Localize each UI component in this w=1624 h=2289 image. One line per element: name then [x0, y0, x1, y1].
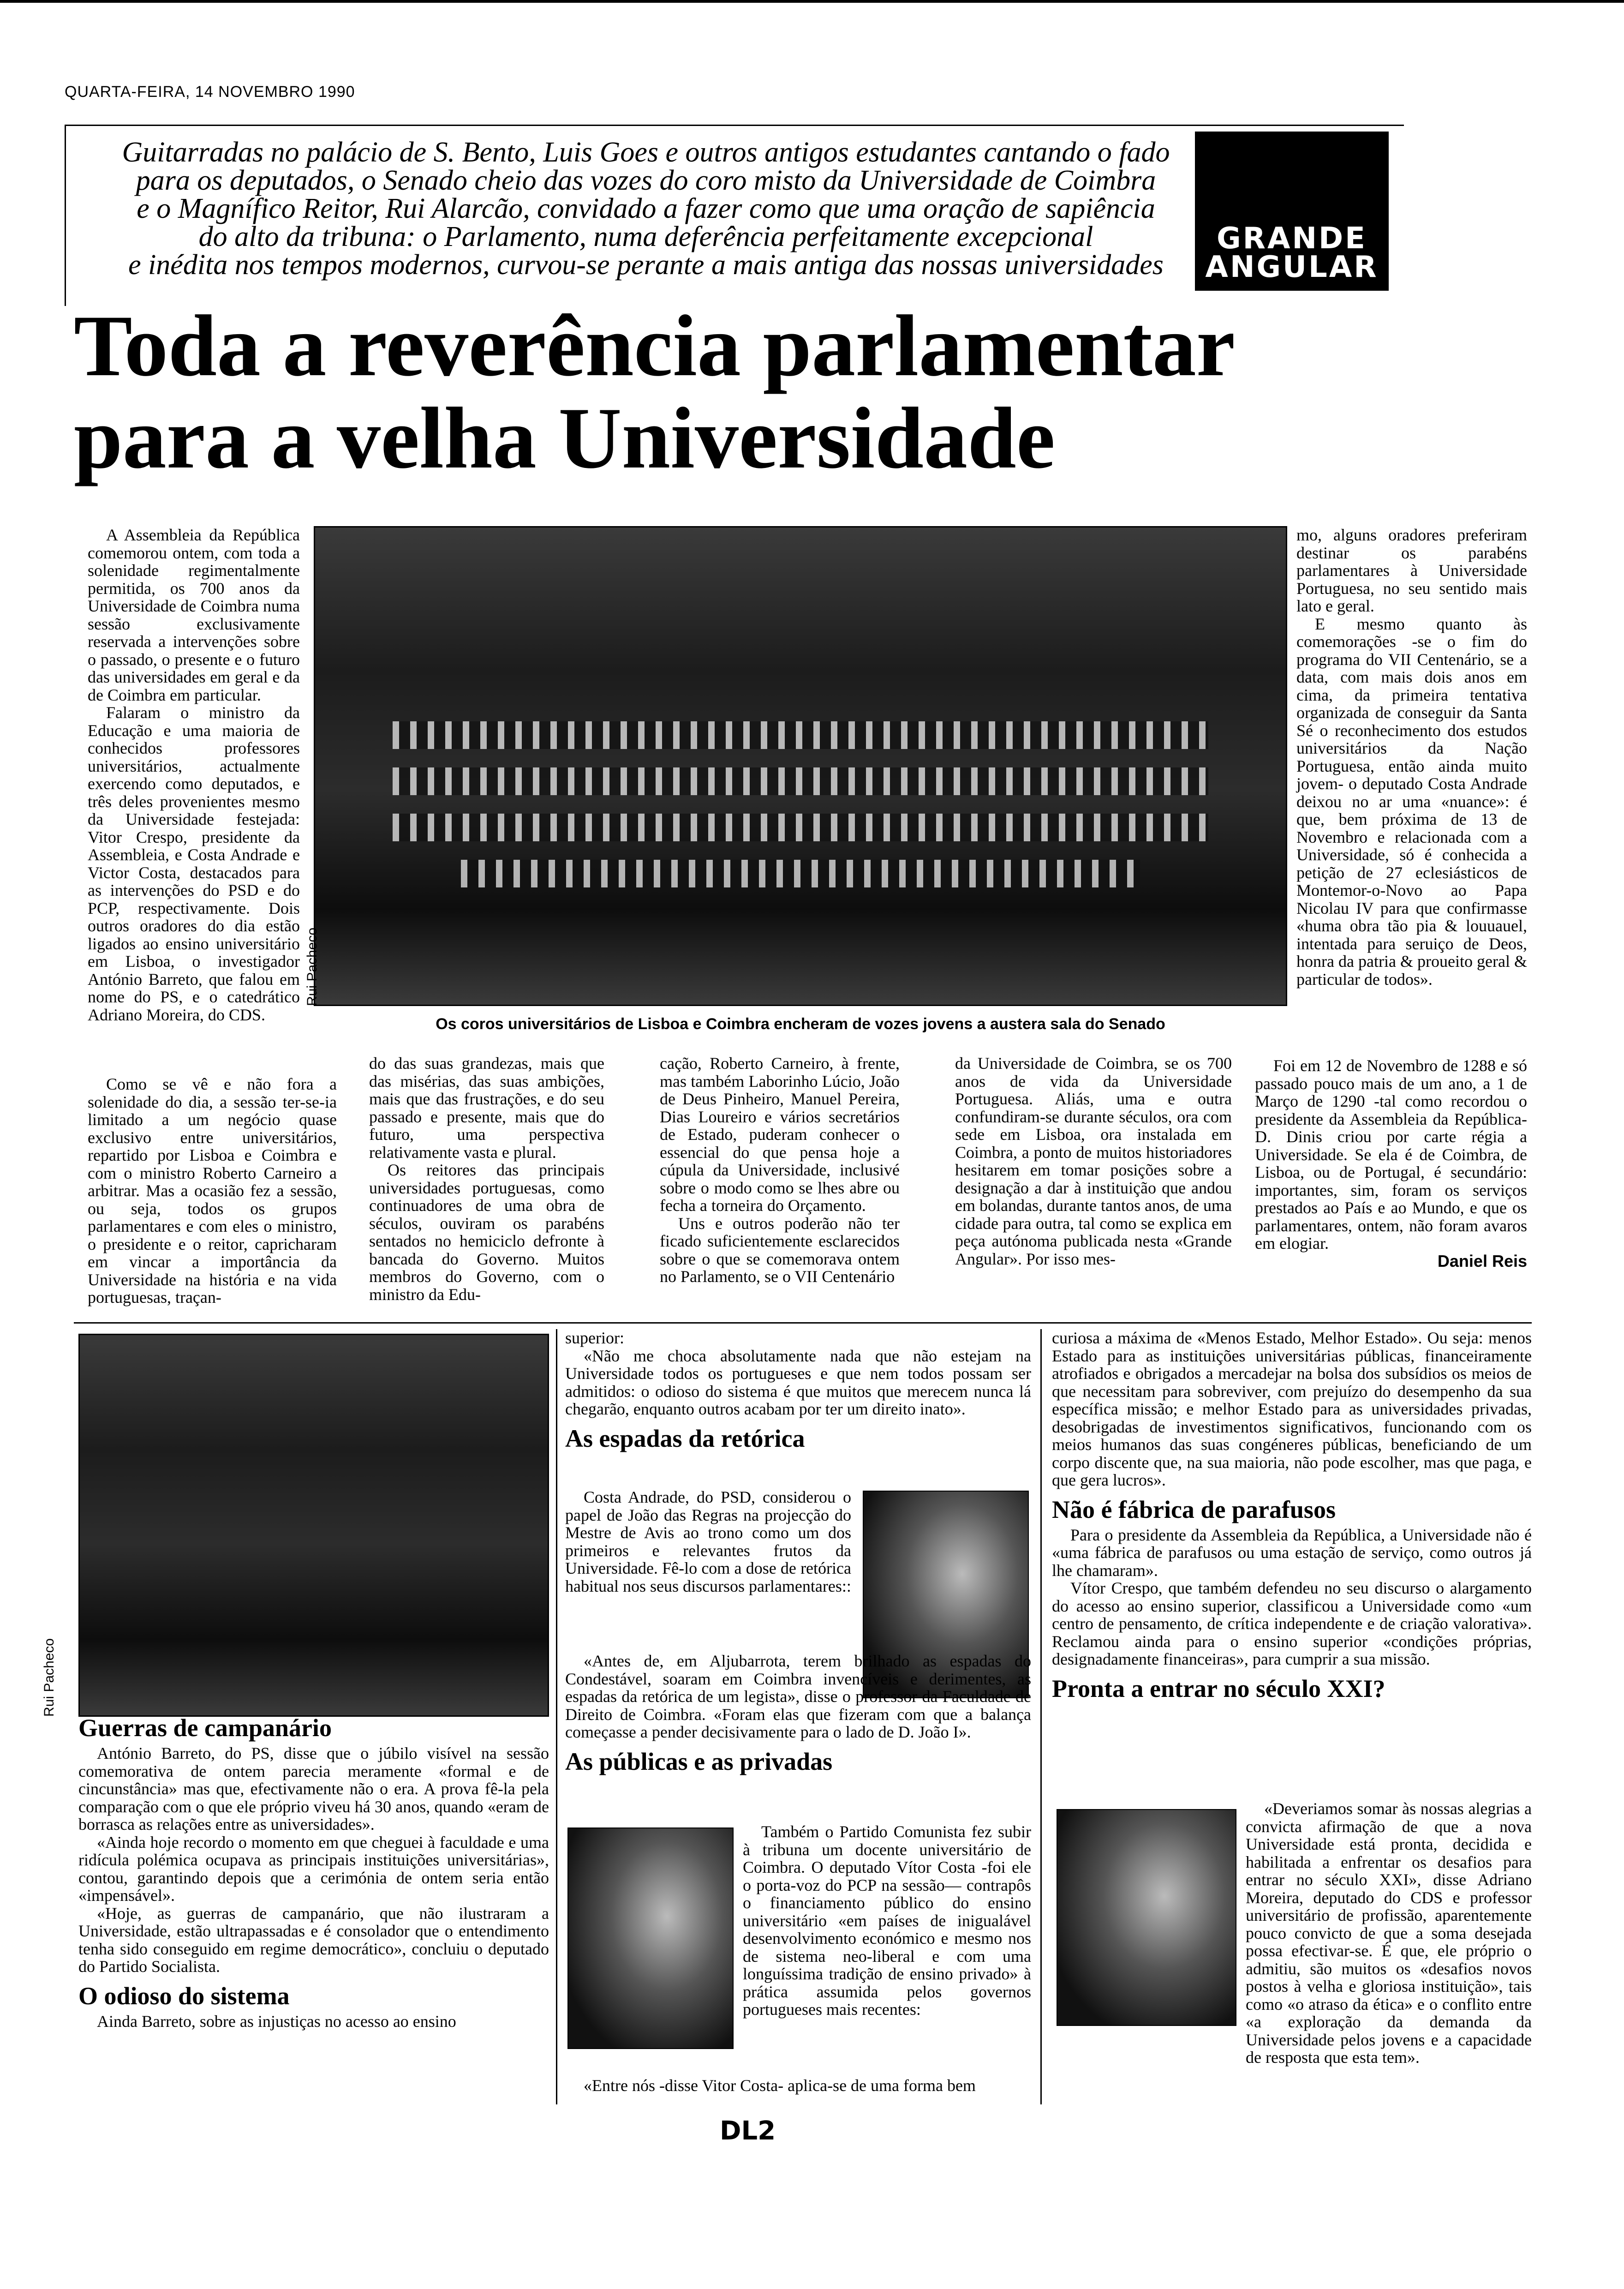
- kicker-line: para os deputados, o Senado cheio das vozes do coro misto da Universidade de Coimbra: [136, 165, 1156, 196]
- paragraph: António Barreto, do PS, disse que o júbilo visível na sessão comemorativa de ontem parecia meramente «formal e de cincunstância» mas que, efectivamente não o era. A prova fê-la pela comparação com o que ele próprio viveu há 30 anos, quando «eram de borrasca as relações entre as universidades».: [78, 1744, 549, 1834]
- sidebar-publicas-cont: [565, 2077, 1031, 2095]
- portrait-thumbnail: [1057, 1809, 1236, 2026]
- paragraph: E mesmo quanto às comemorações -se o fim do programa do VII Centenário, se a data, com mais dois anos em cima, da primeira tentativa organizada de conseguir da Santa Sé o reconhecimento dos estudos universitários da Nação Portuguesa, então ainda muito jovem- o deputado Costa Andrade deixou no ar uma «nuance»: é que, bem próxima de 13 de Novembro e relacionada com a Universidade, só é conhecida a petição de 27 eclesiásticos de Montemor-o-Novo ao Papa Nicolau IV para que confirmasse «huma obra tão pia & louuauel, intentada para seruiço de Deos, honra da patria & proueito geral & particular de todos».: [1296, 614, 1527, 989]
- kicker-line: e o Magnífico Reitor, Rui Alarcão, convidado a fazer como que uma oração de sapiência: [137, 193, 1155, 224]
- paragraph: «Hoje, as guerras de campanário, que não ilustraram a Universidade, estão ultrapassadas e é consolador que o entendimento tenha sido conseguido em regime democrático», concluiu o deputado do Partido Socialista.: [78, 1904, 549, 1976]
- article-column-4: [955, 1055, 1232, 1268]
- photo-detail: [393, 721, 1208, 749]
- paragraph: da Universidade de Coimbra, se os 700 anos de vida da Universidade Portuguesa. Aliás, uma e outra confundiram-se durante séculos, ora com sede em Lisboa, ora instalada em Coimbra, a ponto de muitos historiadores hesitarem em tomar posições sobre a designação a dar à instituição que andou em bolandas, durante tantos anos, de uma cidade para outra, tal como se explica em peça autónoma publicada nesta «Grande Angular». Por isso mes-: [955, 1054, 1232, 1268]
- article-column-2: [369, 1055, 604, 1303]
- article-column-1: [88, 526, 300, 1024]
- sidebar-pronta: [1246, 1800, 1532, 2067]
- section-badge-line2: ANGULAR: [1205, 250, 1379, 284]
- paragraph: Os reitores das principais universidades portuguesas, como continuadores de uma obra de séculos, ouviram os parabéns sentados no hemiciclo defronte à bancada do Governo. Muitos membros do Governo, com o ministro da Edu-: [369, 1161, 604, 1304]
- paragraph: «Não me choca absolutamente nada que não estejam na Universidade todos os portugueses e que nem todos possam ser admitidos: o odioso do sistema é que muitos que merecem nunca lá chegarão, enquanto outros acabam por ter um direito inato».: [565, 1346, 1031, 1418]
- photo-detail: [461, 860, 1140, 887]
- paragraph: Como se vê e não fora a solenidade do dia, a sessão ter-se-ia limitado a um negócio quase exclusivo entre universitários, repartido por Lisboa e Coimbra e com o ministro Roberto Carneiro a arbitrar. Mas a ocasião fez a sessão, ou seja, todos os grupos parlamentares e com eles o ministro, o presidente e o reitor, capricharam em vincar a importância da Universidade na história e na vida portuguesas, traçan-: [88, 1075, 337, 1306]
- paragraph: Também o Partido Comunista fez subir à tribuna um docente universitário de Coimbra. O deputado Vítor Costa -foi ele o porta-voz do PCP na sessão— contrapôs o financiamento público do ensino universitário «em países de inigualável desenvolvimento económico e mesmo nos de sistema neo-liberal e com uma longuíssima tradição de ensino privado» à prática assumida pelos governos portugueses mais recentes:: [743, 1822, 1031, 2019]
- photo-credit: Rui Pacheco: [304, 927, 320, 1006]
- author-byline: Daniel Reis: [1437, 1251, 1527, 1270]
- article-column-1-bottom: [88, 1075, 337, 1306]
- top-rule: [0, 0, 1624, 3]
- subhead: Guerras de campanário: [78, 1714, 332, 1742]
- subhead: Não é fábrica de parafusos: [1052, 1495, 1336, 1523]
- column-rule: [556, 1329, 557, 2104]
- paragraph: «Ainda hoje recordo o momento em que cheguei à faculdade e uma ridícula polémica ocupava as principais instituições universitárias», contou, garantindo depois que a cerimónia de ontem seria então «impensável».: [78, 1833, 549, 1905]
- kicker-line: e inédita nos tempos modernos, curvou-se perante a mais antiga das nossas universidades: [128, 249, 1164, 281]
- sidebar-guerras: [78, 1708, 549, 2030]
- photo-credit: Rui Pacheco: [42, 1638, 57, 1717]
- paragraph: Foi em 12 de Novembro de 1288 e só passado pouco mais de um ano, a 1 de Março de 1290 -tal como recordou o presidente da Assembleia da República- D. Dinis criou por carte régia a Universidade. Se ela é de Coimbra, de Lisboa, ou de Portugal, é secundário: importantes, sim, foram os serviços prestados ao País e ao Mundo, e que os parlamentares, ontem, não foram avaros em elogiar.: [1255, 1056, 1527, 1252]
- portrait-photo: [78, 1334, 549, 1717]
- sidebar-right: [1052, 1329, 1532, 1705]
- paragraph: «Antes de, em Aljubarrota, terem brilhado as espadas do Condestável, soaram em Coimbra invencíveis e derimentes, as espadas da retórica de um legista», disse o professor da Faculdade de Direito de Coimbra. «Foram elas que fizeram com que a balança começasse a pender decisivamente para o lado de D. João I».: [565, 1652, 1031, 1741]
- subhead: O odioso do sistema: [78, 1982, 290, 2010]
- section-badge-line1: GRANDE: [1217, 222, 1367, 256]
- paragraph: Falaram o ministro da Educação e uma maioria de conhecidos professores universitários, actualmente exercendo como deputados, e três deles provenientes mesmo da Universidade festejada: Vitor Crespo, presidente da Assembleia, e Costa Andrade e Victor Costa, destacados para as intervenções do PSD e do PCP, respectivamente. Dois outros oradores do dia estão ligados ao ensino universitário em Lisboa, o investigador António Barreto, que falou em nome do PS, e o catedrático Adriano Moreira, do CDS.: [88, 703, 300, 1024]
- subhead: As espadas da retórica: [565, 1424, 805, 1452]
- portrait-thumbnail: [567, 1828, 734, 2049]
- photo-detail: [393, 767, 1208, 795]
- page-footer-mark: DL2: [720, 2116, 776, 2146]
- paragraph: do das suas grandezas, mais que das misérias, das suas ambições, mais que das frustrações, e do seu passado e presente, mais que do futuro, uma perspectiva relativamente vasta e plural.: [369, 1054, 604, 1162]
- paragraph: «Entre nós -disse Vitor Costa- aplica-se de uma forma bem: [584, 2076, 976, 2095]
- article-column-5: [1296, 526, 1527, 988]
- paragraph: superior:: [565, 1329, 624, 1347]
- kicker-line: Guitarradas no palácio de S. Bento, Luis Goes e outros antigos estudantes cantando o fado: [122, 137, 1170, 168]
- column-rule: [1040, 1329, 1042, 2104]
- main-photo: [314, 526, 1287, 1006]
- headline-line1: Toda a reverência parlamentar: [74, 298, 1236, 395]
- sidebar-middle: [565, 1329, 1031, 1455]
- sidebar-espadas: [565, 1488, 851, 1595]
- section-divider: [74, 1322, 1532, 1324]
- paragraph: Uns e outros poderão não ter ficado suficientemente esclarecidos sobre o que se comemorava ontem no Parlamento, se o VII Centenário: [660, 1214, 900, 1286]
- paragraph: mo, alguns oradores preferiram destinar os parabéns parlamentares à Universidade Portuguesa, no seu sentido mais lato e geral.: [1296, 526, 1527, 615]
- kicker: [88, 138, 1204, 279]
- article-column-3: [660, 1055, 900, 1286]
- paragraph: Ainda Barreto, sobre as injustiças no acesso ao ensino: [97, 2012, 456, 2031]
- photo-detail: [393, 814, 1208, 841]
- paragraph: cação, Roberto Carneiro, à frente, mas também Laborinho Lúcio, João de Deus Pinheiro, Manuel Pereira, Dias Loureiro e vários secretários de Estado, puderam conhecer o essencial do que pensa hoje a cúpula da Universidade, inclusivé sobre o modo como se lhes abre ou fecha a torneira do Orçamento.: [660, 1054, 900, 1215]
- paragraph: Para o presidente da Assembleia da República, a Universidade não é «uma fábrica de parafusos ou uma estação de serviço, como outros já lhe chamaram».: [1052, 1525, 1532, 1580]
- paragraph: Vítor Crespo, que também defendeu no seu discurso o alargamento do acesso ao ensino superior, classificou a Universidade como «um centro de pensamento, de crítica independente e de criação valorativa». Reclamou ainda para o ensino superior «condições próprias, designadamente financeiras», para cumprir a sua missão.: [1052, 1579, 1532, 1668]
- kicker-line: do alto da tribuna: o Parlamento, numa deferência perfeitamente excepcional: [198, 221, 1093, 252]
- paragraph: «Deveriamos somar às nossas alegrias a convicta afirmação de que a nova Universidade está pronta, decidida e habilitada a enfrentar os desafios para entrar no século XXI», disse Adriano Moreira, deputado do CDS e professor universitário de profissão, aparentemente pouco convicto de que a soma desejada possa efectivar-se. É que, ele próprio o admitiu, são muitos os «desafios novos postos à velha e gloriosa instituição», tais como «o atraso da ética» e o conflito entre «a exploração da demanda da Universidade pelos jovens e a capacidade de resposta que esta tem».: [1246, 1799, 1532, 2067]
- sidebar-espadas-cont: [565, 1652, 1031, 1778]
- headline-line2: para a velha Universidade: [74, 390, 1056, 487]
- subhead: Pronta a entrar no século XXI?: [1052, 1674, 1385, 1702]
- sidebar-publicas: [743, 1823, 1031, 2019]
- article-column-5-bottom: [1255, 1057, 1527, 1270]
- paragraph: Costa Andrade, do PSD, considerou o papel de João das Regras na projecção do Mestre de Avis ao trono como um dos primeiros e relevantes frutos da Universidade. Fê-lo com a dose de retórica habitual nos seus discursos parlamentares::: [565, 1488, 851, 1595]
- section-badge: [1195, 132, 1389, 291]
- headline: [74, 300, 1458, 485]
- subhead: As públicas e as privadas: [565, 1747, 833, 1775]
- paragraph: A Assembleia da República comemorou ontem, com toda a solenidade regimentalmente permitida, os 700 anos da Universidade de Coimbra numa sessão exclusivamente reservada a intervenções sobre o passado, o presente e o futuro das universidades em geral e da de Coimbra em particular.: [88, 526, 300, 704]
- photo-caption: Os coros universitários de Lisboa e Coimbra encheram de vozes jovens a austera sala do Senado: [436, 1015, 1165, 1033]
- dateline: QUARTA-FEIRA, 14 NOVEMBRO 1990: [65, 83, 355, 101]
- paragraph: curiosa a máxima de «Menos Estado, Melhor Estado». Ou seja: menos Estado para as instituições universitárias públicas, financeiramente atrofiados e obrigados a mercadejar na bolsa dos subsídios os meios de que necessitam para sobreviver, com prejuízo do desempenho da sua específica missão; e melhor Estado para as universidades privadas, desobrigadas de investimentos significativos, funcionando com os meios humanos das suas congéneres públicas, beneficiando de um corpo discente que, na sua maioria, não pode escolher, mas que paga, e que gera lucros».: [1052, 1329, 1532, 1489]
